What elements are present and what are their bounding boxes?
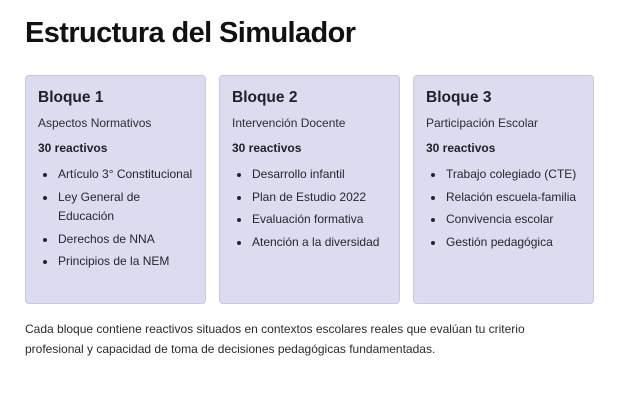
topic-item — [232, 188, 387, 208]
topic-item — [426, 210, 581, 230]
block-subtitle: Aspectos Normativos — [38, 116, 152, 130]
topic-label: Plan de Estudio 2022 — [252, 189, 367, 204]
block-count: 30 reactivos — [38, 141, 108, 155]
block-card-3 — [413, 75, 594, 304]
block-subtitle: Participación Escolar — [426, 116, 539, 130]
block-count: 30 reactivos — [232, 141, 302, 155]
topic-label: Desarrollo infantil — [252, 167, 345, 181]
footer-description: Cada bloque contiene reactivos situados en contextos escolares reales que evalúan tu criterio profesional y capacidad de toma de decisiones pedagógicas fundamentadas. — [25, 322, 525, 356]
topic-label: Principios de la NEM — [58, 254, 170, 268]
topic-item — [426, 233, 581, 253]
bullet-icon — [43, 260, 47, 264]
bullet-icon — [431, 241, 435, 245]
bullet-icon — [43, 238, 47, 242]
topic-item — [38, 252, 193, 272]
topic-item — [38, 188, 193, 227]
block-topics-list — [426, 165, 581, 252]
page-title: Estructura del Simulador — [25, 17, 356, 49]
topic-item — [38, 230, 193, 250]
bullet-icon — [237, 218, 241, 222]
block-card-2 — [219, 75, 400, 304]
bullet-icon — [43, 196, 47, 200]
block-title: Bloque 1 — [38, 89, 104, 106]
topic-label: Evaluación formativa — [252, 212, 364, 226]
topic-item — [232, 233, 387, 253]
topic-item — [38, 165, 193, 185]
block-topics-list — [232, 165, 387, 252]
block-topics-list — [38, 165, 193, 272]
topic-label: Relación escuela-familia — [446, 189, 577, 204]
topic-label: Convivencia escolar — [446, 212, 554, 226]
bullet-icon — [43, 173, 47, 177]
bullet-icon — [431, 218, 435, 222]
topic-label: Derechos de NNA — [58, 231, 155, 246]
block-card-1 — [25, 75, 206, 304]
bullet-icon — [237, 241, 241, 245]
topic-item — [426, 165, 581, 185]
bullet-icon — [237, 196, 241, 200]
topic-label: Trabajo colegiado (CTE) — [446, 167, 577, 181]
topic-item — [232, 165, 387, 185]
topic-item — [232, 210, 387, 230]
topic-label: Artículo 3° Constitucional — [58, 167, 193, 181]
block-title: Bloque 2 — [232, 89, 298, 106]
topic-label: Atención a la diversidad — [252, 234, 380, 249]
block-count: 30 reactivos — [426, 141, 496, 155]
block-subtitle: Intervención Docente — [232, 116, 346, 130]
bullet-icon — [237, 173, 241, 177]
bullet-icon — [431, 173, 435, 177]
topic-label: Ley General de Educación — [58, 189, 141, 223]
blocks-container — [25, 75, 596, 306]
topic-item — [426, 188, 581, 208]
topic-label: Gestión pedagógica — [446, 234, 553, 249]
block-title: Bloque 3 — [426, 89, 492, 106]
bullet-icon — [431, 196, 435, 200]
